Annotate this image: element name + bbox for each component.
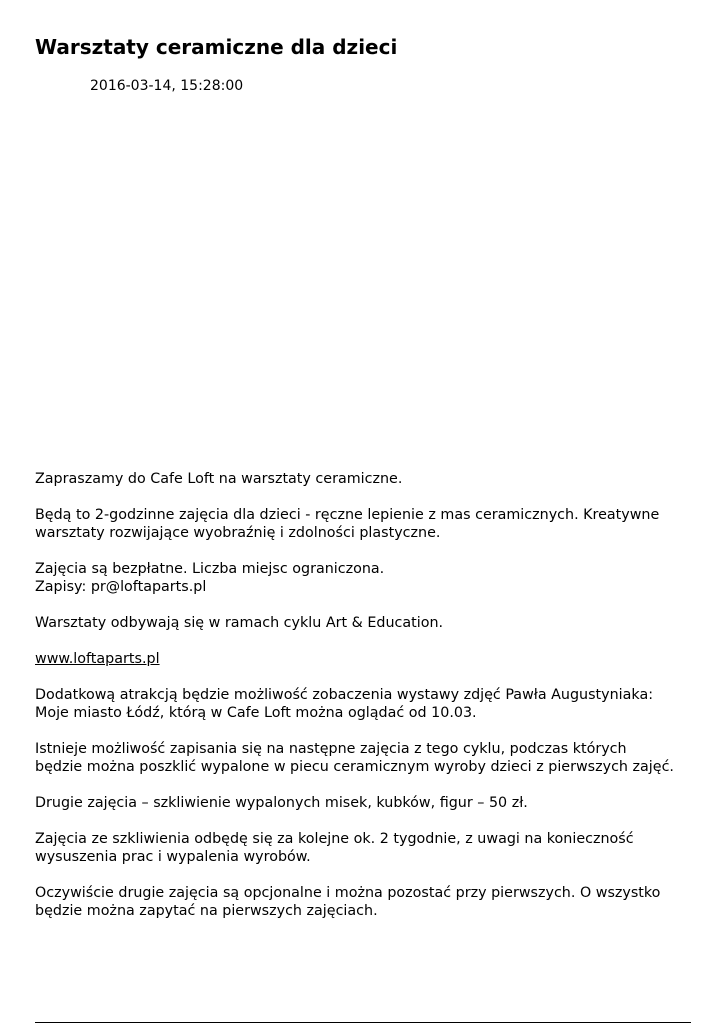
signup-email: Zapisy: pr@loftaparts.pl [35,579,207,595]
page-title: Warsztaty ceramiczne dla dzieci [35,35,398,59]
paragraph-next-classes: Istnieje możliwość zapisania się na następne zajęcia z tego cyklu, podczas których będzie można poszklić wypalone w piecu ceramicznym wyroby dzieci z pierwszych zajęć. [35,741,674,775]
article-body [35,470,705,920]
publish-date: 2016-03-14, 15:28:00 [90,78,244,94]
paragraph-link [35,650,705,668]
paragraph-optional: Oczywiście drugie zajęcia są opcjonalne i można pozostać przy pierwszych. O wszystko będzie można zapytać na pierwszych zajęciach. [35,885,661,919]
paragraph-glazing: Zajęcia ze szkliwienia odbędę się za kolejne ok. 2 tygodnie, z uwagi na konieczność wysuszenia prac i wypalenia wyrobów. [35,831,634,865]
paragraph-invitation: Zapraszamy do Cafe Loft na warsztaty ceramiczne. [35,471,403,487]
footer-divider [35,1022,691,1023]
paragraph-signup: Zajęcia są bezpłatne. Liczba miejsc ograniczona. Zapisy: pr@loftaparts.pl [35,561,385,595]
paragraph-description: Będą to 2-godzinne zajęcia dla dzieci - ręczne lepienie z mas ceramicznych. Kreatywne warsztaty rozwijające wyobraźnię i zdolności plastyczne. [35,507,660,541]
website-link[interactable]: www.loftaparts.pl [35,651,160,667]
paragraph-cycle: Warsztaty odbywają się w ramach cyklu Art & Education. [35,615,444,631]
paragraph-exhibition: Dodatkową atrakcją będzie możliwość zobaczenia wystawy zdjęć Pawła Augustyniaka: Moje miasto Łódź, którą w Cafe Loft można oglądać od 10.03. [35,687,654,721]
paragraph-second-classes: Drugie zajęcia – szkliwienie wypalonych misek, kubków, figur – 50 zł. [35,795,528,811]
